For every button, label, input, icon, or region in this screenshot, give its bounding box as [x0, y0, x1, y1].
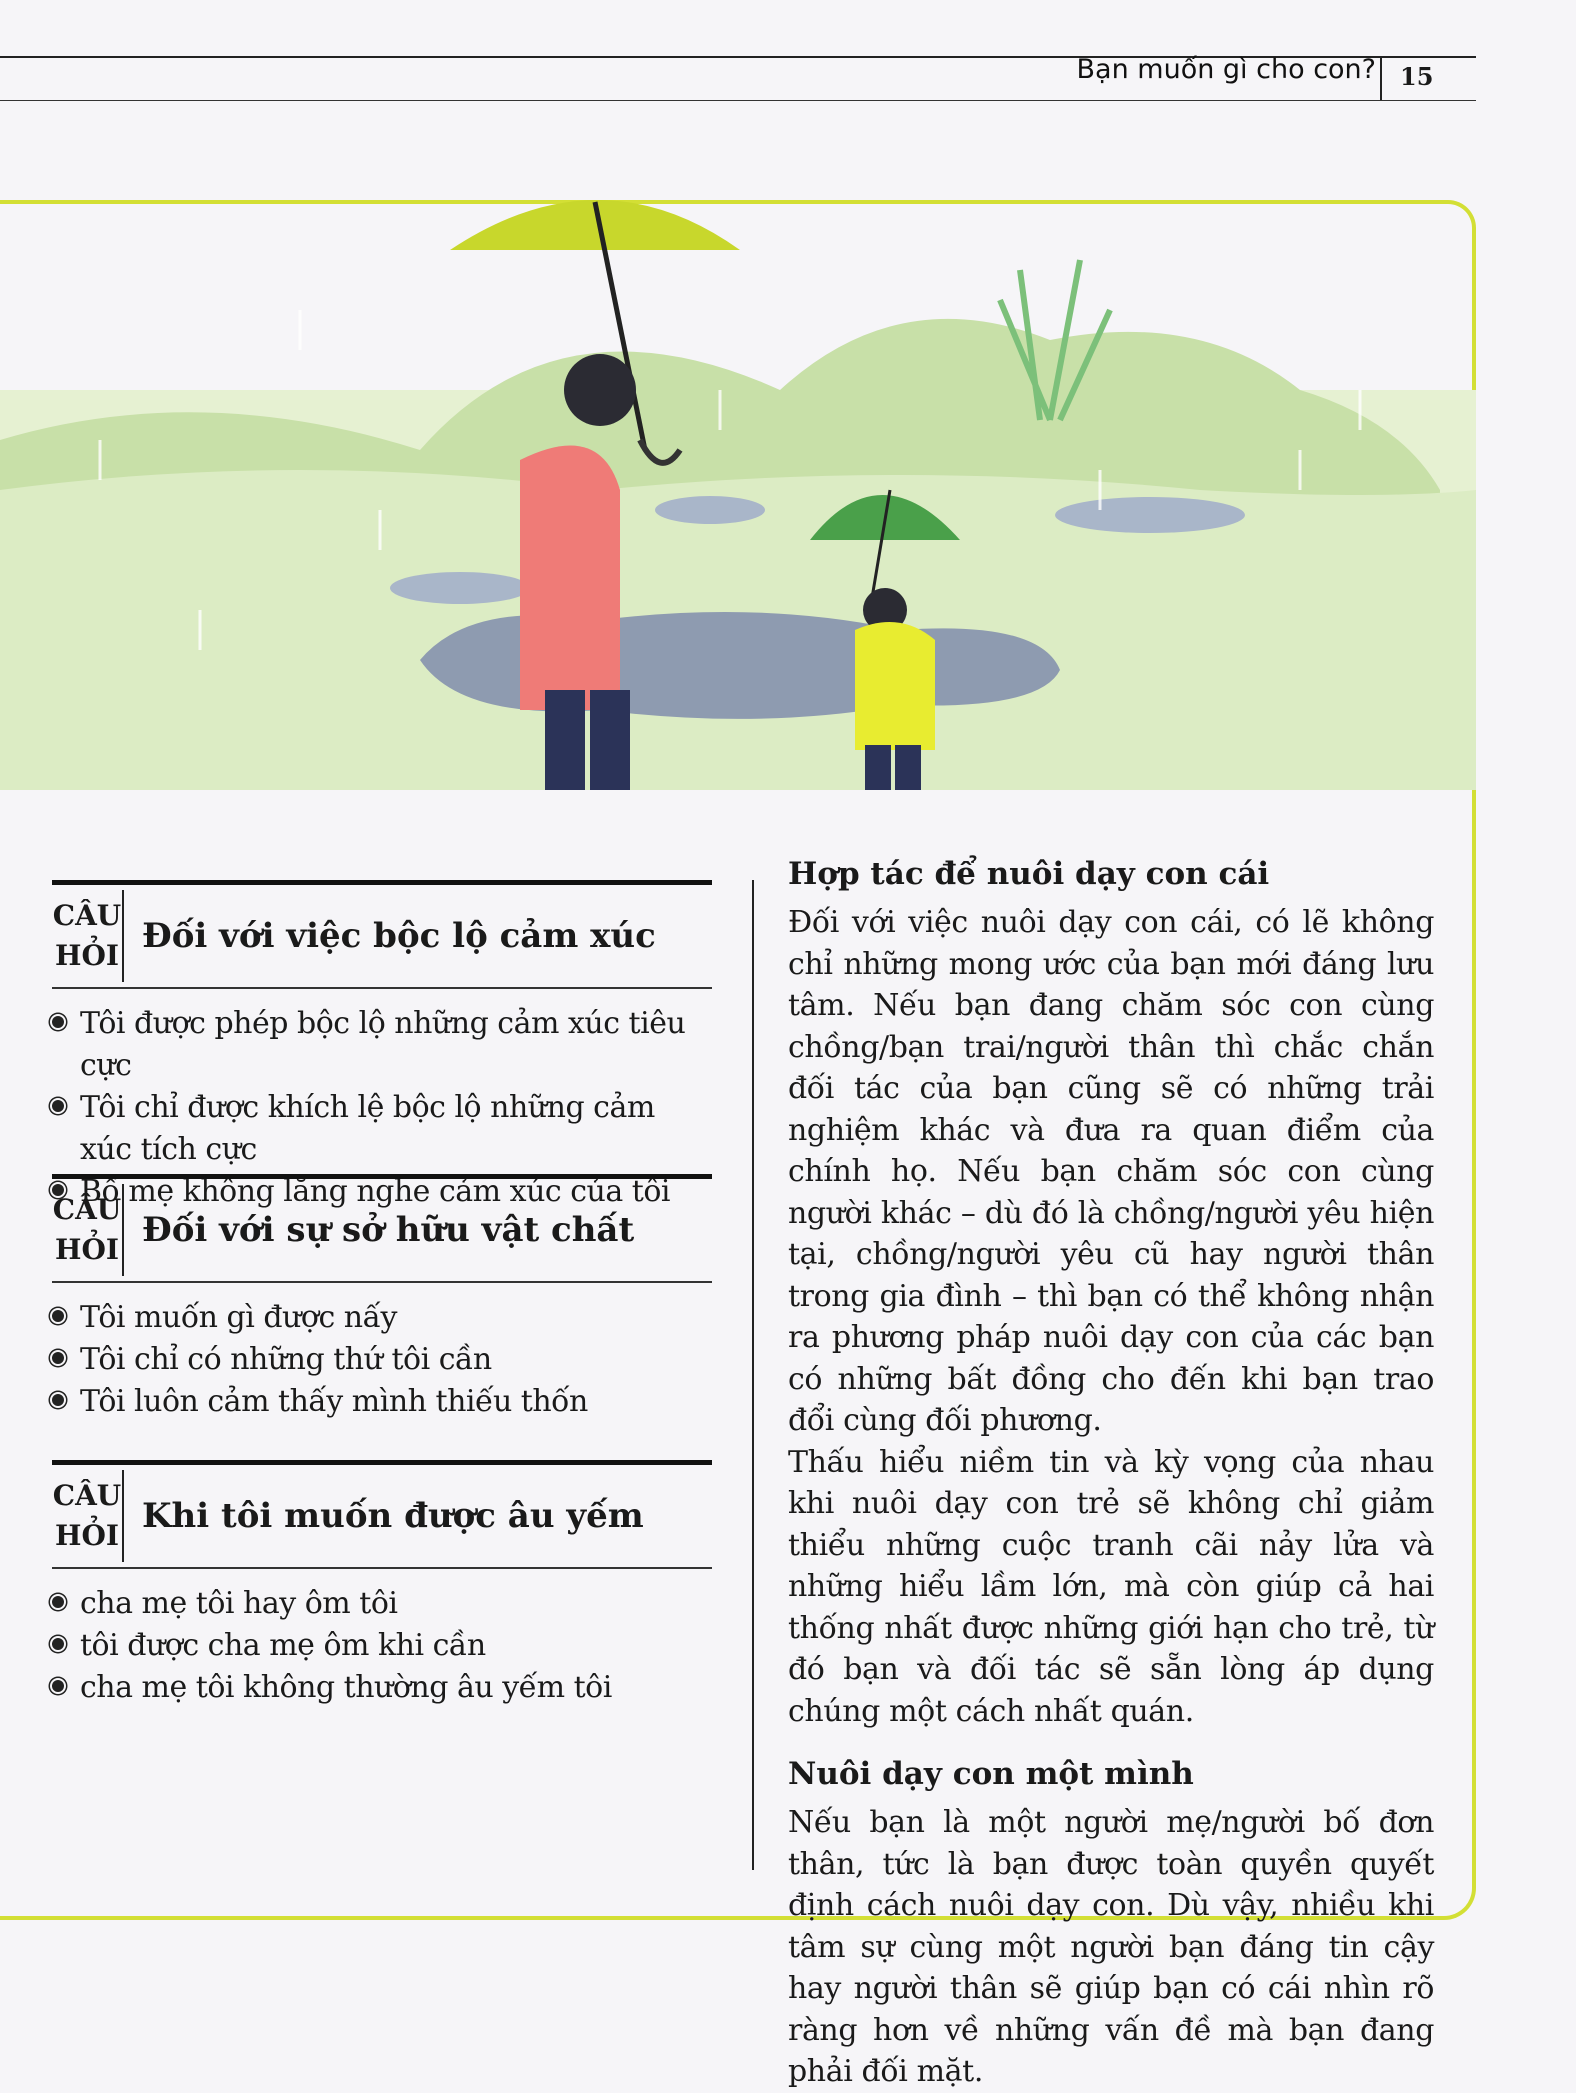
header-rule-bottom [0, 100, 1476, 101]
bullet-icon [52, 1394, 64, 1406]
question-title: Đối với sự sở hữu vật chất [142, 1210, 635, 1250]
question-label-line1: CÂU [52, 1193, 122, 1226]
bullet-icon [52, 1352, 64, 1364]
question-rule-bottom [52, 1567, 712, 1569]
question-title: Đối với việc bộc lộ cảm xúc [142, 916, 656, 956]
bullet-icon [52, 1680, 64, 1692]
question-box-3 [52, 1460, 712, 1709]
question-box-1 [52, 880, 712, 1213]
question-label-line2: HỎI [55, 1519, 119, 1552]
answer-list [52, 1297, 712, 1423]
right-column [788, 856, 1434, 2093]
header-divider [1380, 56, 1382, 100]
list-item: Bố mẹ không lắng nghe cảm xúc của tôi [52, 1171, 712, 1213]
list-item: tôi được cha mẹ ôm khi cần [52, 1625, 712, 1667]
list-item: cha mẹ tôi hay ôm tôi [52, 1583, 712, 1625]
question-label-line1: CÂU [52, 1479, 122, 1512]
list-item: Tôi muốn gì được nấy [52, 1297, 712, 1339]
body-paragraph: Đối với việc nuôi dạy con cái, có lẽ không chỉ những mong ước của bạn mới đáng lưu tâm. Nếu bạn đang chăm sóc con cùng chồng/bạn trai/người thân thì chắc chắn đối tác của bạn cũng sẽ có những trải nghiệm khác và đưa ra quan điểm của chính họ. Nếu bạn chăm sóc con cùng người khác – dù đó là chồng/người yêu hiện tại, chồng/người yêu cũ hay người thân trong gia đình – thì bạn có thể không nhận ra phương pháp nuôi dạy con của các bạn có những bất đồng cho đến khi bạn trao đổi cùng đối phương. [788, 905, 1434, 1438]
answer-list [52, 1583, 712, 1709]
question-rule-bottom [52, 987, 712, 989]
question-label [52, 1184, 124, 1276]
question-label [52, 890, 124, 982]
body-paragraph: Nếu bạn là một người mẹ/người bố đơn thân, tức là bạn được toàn quyền quyết định cách nuôi dạy con. Dù vậy, nhiều khi tâm sự cùng một người bạn đáng tin cậy hay người thân sẽ giúp bạn có cái nhìn rõ ràng hơn về những vấn đề mà bạn đang phải đối mặt. [788, 1805, 1434, 2089]
question-label [52, 1470, 124, 1562]
bullet-icon [52, 1638, 64, 1650]
bullet-icon [52, 1310, 64, 1322]
list-item: Tôi chỉ có những thứ tôi cần [52, 1339, 712, 1381]
bullet-icon [52, 1016, 64, 1028]
question-rule-bottom [52, 1281, 712, 1283]
list-item: Tôi luôn cảm thấy mình thiếu thốn [52, 1381, 712, 1423]
list-item: Tôi chỉ được khích lệ bộc lộ những cảm xúc tích cực [52, 1087, 712, 1171]
running-head: Bạn muốn gì cho con? [1076, 54, 1376, 85]
list-item: cha mẹ tôi không thường âu yếm tôi [52, 1667, 712, 1709]
question-label-line1: CÂU [52, 899, 122, 932]
column-divider [752, 880, 754, 1870]
bullet-icon [52, 1596, 64, 1608]
body-paragraph: Thấu hiểu niềm tin và kỳ vọng của nhau khi nuôi dạy con trẻ sẽ không chỉ giảm thiểu những cuộc tranh cãi nảy lửa và những hiểu lầm lớn, mà còn giúp cả hai thống nhất được những giới hạn cho trẻ, từ đó bạn và đối tác sẽ sẵn lòng áp dụng chúng một cách nhất quán. [788, 1444, 1434, 1729]
bullet-icon [52, 1100, 64, 1112]
question-label-line2: HỎI [55, 1233, 119, 1266]
list-item: Tôi được phép bộc lộ những cảm xúc tiêu cực [52, 1003, 712, 1087]
section-heading: Nuôi dạy con một mình [788, 1756, 1194, 1792]
page-number: 15 [1400, 62, 1434, 91]
question-label-line2: HỎI [55, 939, 119, 972]
question-title: Khi tôi muốn được âu yếm [142, 1496, 644, 1536]
question-box-2 [52, 1174, 712, 1423]
mother-and-child-in-rain-illustration [0, 190, 1476, 790]
section-heading: Hợp tác để nuôi dạy con cái [788, 856, 1270, 892]
